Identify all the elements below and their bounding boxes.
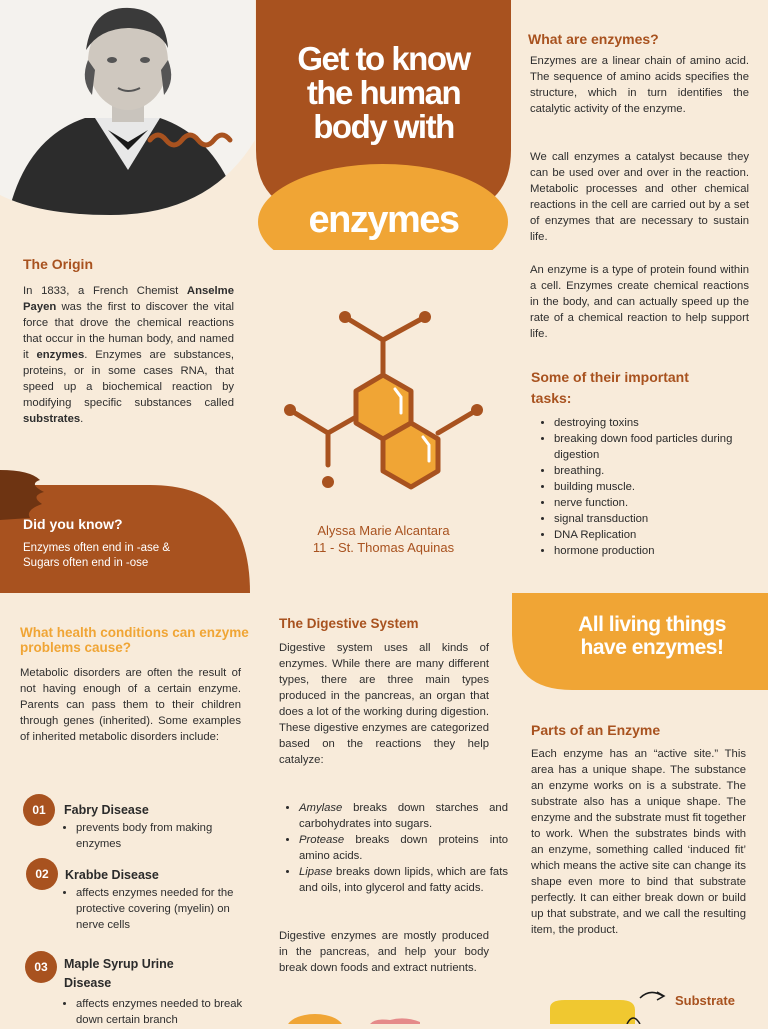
origin-text-part1: In 1833, a French Chemist xyxy=(23,285,187,297)
what-are-p1: Enzymes are a linear chain of amino acid. The sequence of amino acids specifies the structure, which in turn identifies the catalytic activity of the enzyme. xyxy=(530,55,749,115)
enzyme-desc: breaks down proteins into amino acids. xyxy=(299,834,508,862)
what-are-p2: We call enzymes a catalyst because they can be used over and over in the reaction. Metabolic processes and other chemical reactions in the cell are carried out by a set of enzymes that are necessary to sustain life. xyxy=(530,151,749,243)
did-you-know-heading: Did you know? xyxy=(23,516,123,532)
origin-enzymes-word: enzymes xyxy=(36,349,85,361)
enzyme-term: Protease xyxy=(299,834,345,846)
list-item: • nerve function. xyxy=(554,495,754,511)
did-you-know-line1: Enzymes often end in -ase & xyxy=(23,542,171,554)
parts-heading: Parts of an Enzyme xyxy=(531,722,661,738)
enzyme-desc: breaks down starches and carbohydrates into sugars. xyxy=(299,802,508,830)
disease-title: Krabbe Disease xyxy=(65,868,159,882)
molecule-icon xyxy=(280,305,490,495)
all-living-banner xyxy=(512,593,768,690)
list-item: • signal transduction xyxy=(554,511,754,527)
digestive-heading: The Digestive System xyxy=(279,616,419,631)
enzyme-term: Lipase xyxy=(299,866,333,878)
enzyme-term: Amylase xyxy=(299,802,343,814)
origin-name: Anselme Payen xyxy=(23,285,234,313)
list-item: • destroying toxins xyxy=(554,415,754,431)
decorative-shapes xyxy=(280,1008,480,1024)
parts-text: Each enzyme has an “active site.” This area has a unique shape. The substance an enzyme works on is a substrate. The substrate also has a unique shape. The enzyme and the substrate must fit together to work. When the substrates binds with an enzyme, something called ‘induced fit’ which means the active site can change its shape even more to bind that substrate perfectly. It can either break down or build up that substrate, and we call the resulting item, the product. xyxy=(531,748,746,936)
disease-number-badge: 02 xyxy=(26,858,58,890)
author-name: Alyssa Marie Alcantara xyxy=(317,523,450,538)
title-highlight: enzymes xyxy=(308,199,459,241)
what-are-p3: An enzyme is a type of protein found within a cell. Enzymes create chemical reactions in the body, and can actually speed up the rate of a chemical reaction to help support life. xyxy=(530,264,749,340)
portrait-image xyxy=(0,0,255,230)
what-are-heading: What are enzymes? xyxy=(528,31,659,47)
list-item: • breaking down food particles during digestion xyxy=(554,431,754,463)
all-living-line1: All living things xyxy=(578,613,726,636)
title-line-2: the human xyxy=(306,74,461,111)
origin-text-part4: . xyxy=(80,413,84,425)
digestive-list xyxy=(280,800,508,896)
disease-detail xyxy=(64,820,234,852)
health-intro: Metabolic disorders are often the result of not having enough of a certain enzyme. Parents can pass them to their children through genes (inherited). Some examples of inherited metabolic disorders include: xyxy=(20,667,241,743)
title-banner xyxy=(256,0,511,250)
disease-detail xyxy=(64,885,244,933)
substrate-illustration xyxy=(545,990,768,1024)
list-item xyxy=(299,832,508,864)
origin-heading: The Origin xyxy=(23,256,93,272)
digestive-outro: Digestive enzymes are mostly produced in the pancreas, and help your body break down foods and extract nutrients. xyxy=(279,930,489,974)
list-item: • DNA Replication xyxy=(554,527,754,543)
tasks-list xyxy=(534,415,754,559)
author-section: 11 - St. Thomas Aquinas xyxy=(312,540,455,555)
disease-title: Fabry Disease xyxy=(64,803,149,817)
tasks-heading: Some of their important tasks: xyxy=(531,369,689,406)
substrate-label: Substrate xyxy=(675,993,735,1008)
disease-title: Maple Syrup Urine Disease xyxy=(64,957,174,990)
disease-detail-text: • affects enzymes needed to break down certain branch xyxy=(76,996,244,1028)
list-item: • building muscle. xyxy=(554,479,754,495)
enzyme-desc: breaks down lipids, which are fats and oils, into glycerol and fatty acids. xyxy=(299,866,508,894)
all-living-line2: have enzymes! xyxy=(580,636,724,659)
list-item xyxy=(299,864,508,896)
list-item xyxy=(299,800,508,832)
did-you-know-line2: Sugars often end in -ose xyxy=(23,557,149,569)
disease-detail-text: • prevents body from making enzymes xyxy=(76,820,234,852)
disease-number-badge: 03 xyxy=(25,951,57,983)
disease-detail xyxy=(64,996,244,1028)
title-line-1: Get to know xyxy=(297,40,470,77)
title-line-3: body with xyxy=(313,108,454,145)
origin-text-part2: was the first to discover the vital force that drove the chemical reactions that occur in the human body, and named it xyxy=(23,301,234,361)
digestive-intro: Digestive system uses all kinds of enzymes. While there are many different types, there are three main types produced in the pancreas, an organ that does a lot of the working during digestion. These digestive enzymes are categorized based on the reactions they help catalyze: xyxy=(279,642,489,766)
origin-text xyxy=(23,283,234,427)
disease-number-badge: 01 xyxy=(23,794,55,826)
list-item: • breathing. xyxy=(554,463,754,479)
disease-detail-text: • affects enzymes needed for the protective covering (myelin) on nerve cells xyxy=(76,885,244,933)
origin-substrates-word: substrates xyxy=(23,413,81,425)
origin-text-part3: . Enzymes are substances, proteins, or in some cases RNA, that speed up a biochemical reaction by modifying specific substances called xyxy=(23,349,234,409)
list-item: • hormone production xyxy=(554,543,754,559)
did-you-know-panel xyxy=(0,470,255,595)
health-heading: What health conditions can enzyme problems cause? xyxy=(20,625,249,655)
